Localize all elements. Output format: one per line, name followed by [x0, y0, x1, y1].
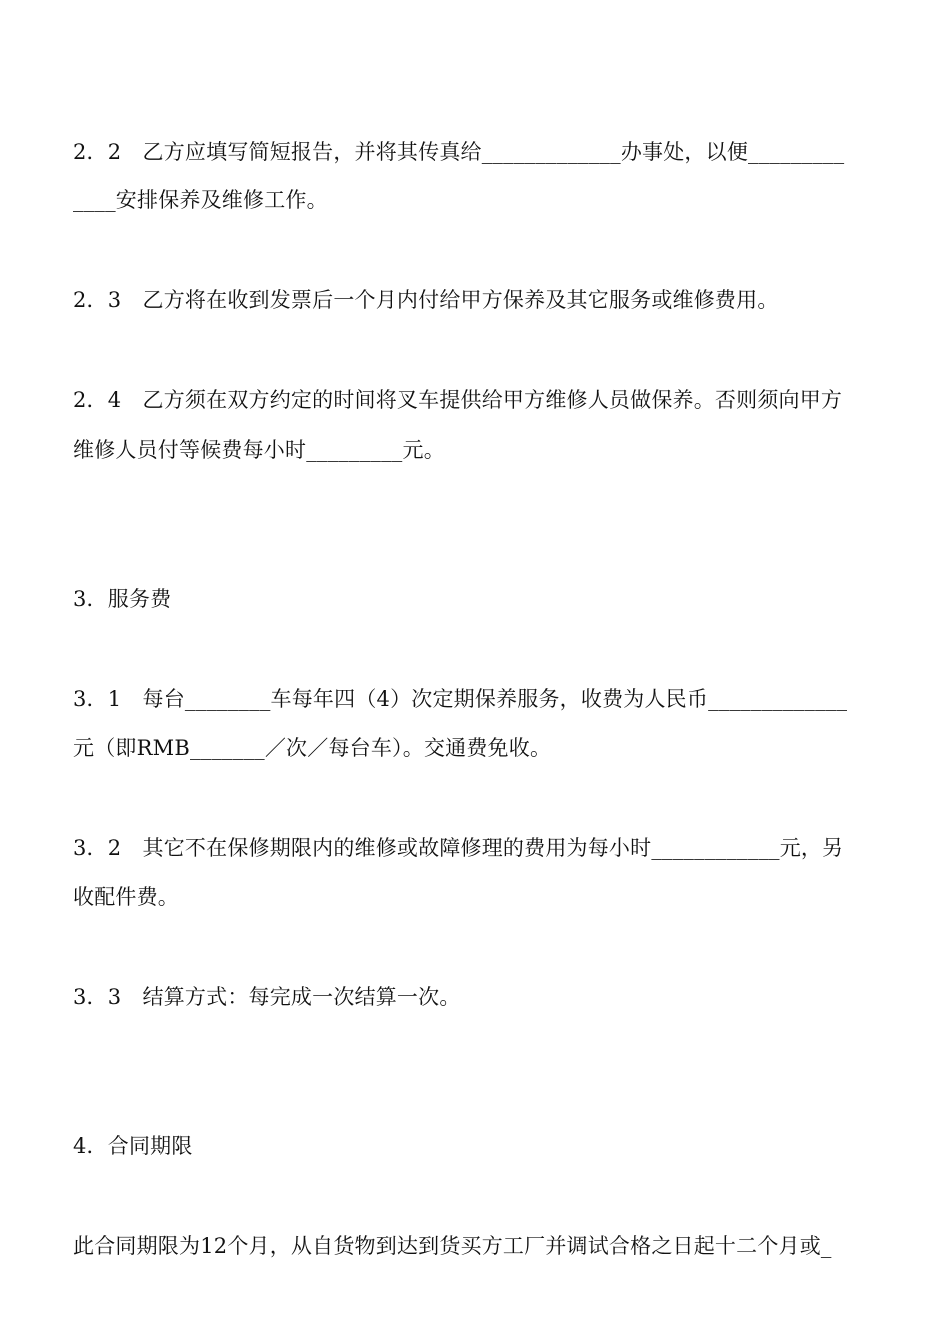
clause-2-4-line-1: 2．4 乙方须在双方约定的时间将叉车提供给甲方维修人员做保养。否则须向甲方 [73, 388, 843, 412]
clause-3-3: 3．3 结算方式：每完成一次结算一次。 [73, 985, 461, 1009]
clause-3-2-line-1: 3．2 其它不在保修期限内的维修或故障修理的费用为每小时____________元，另 [73, 836, 844, 860]
clause-2-2-line-2: ____安排保养及维修工作。 [73, 188, 328, 212]
clause-3-2-line-2: 收配件费。 [73, 885, 179, 909]
clause-3-1-line-1: 3．1 每台________车每年四（4）次定期保养服务，收费为人民币_____________ [73, 687, 848, 711]
section-3-heading: 3．服务费 [73, 587, 172, 611]
clause-2-3: 2．3 乙方将在收到发票后一个月内付给甲方保养及其它服务或维修费用。 [73, 288, 779, 312]
section-4-text: 此合同期限为12个月，从自货物到达到货买方工厂并调试合格之日起十二个月或_ [73, 1234, 832, 1258]
section-4-heading: 4．合同期限 [73, 1134, 193, 1158]
clause-2-4-line-2: 维修人员付等候费每小时_________元。 [73, 438, 445, 462]
clause-2-2-line-1: 2．2 乙方应填写简短报告，并将其传真给_____________办事处，以便_________ [73, 140, 845, 164]
clause-3-1-line-2: 元（即RMB_______／次／每台车）。交通费免收。 [73, 736, 552, 760]
